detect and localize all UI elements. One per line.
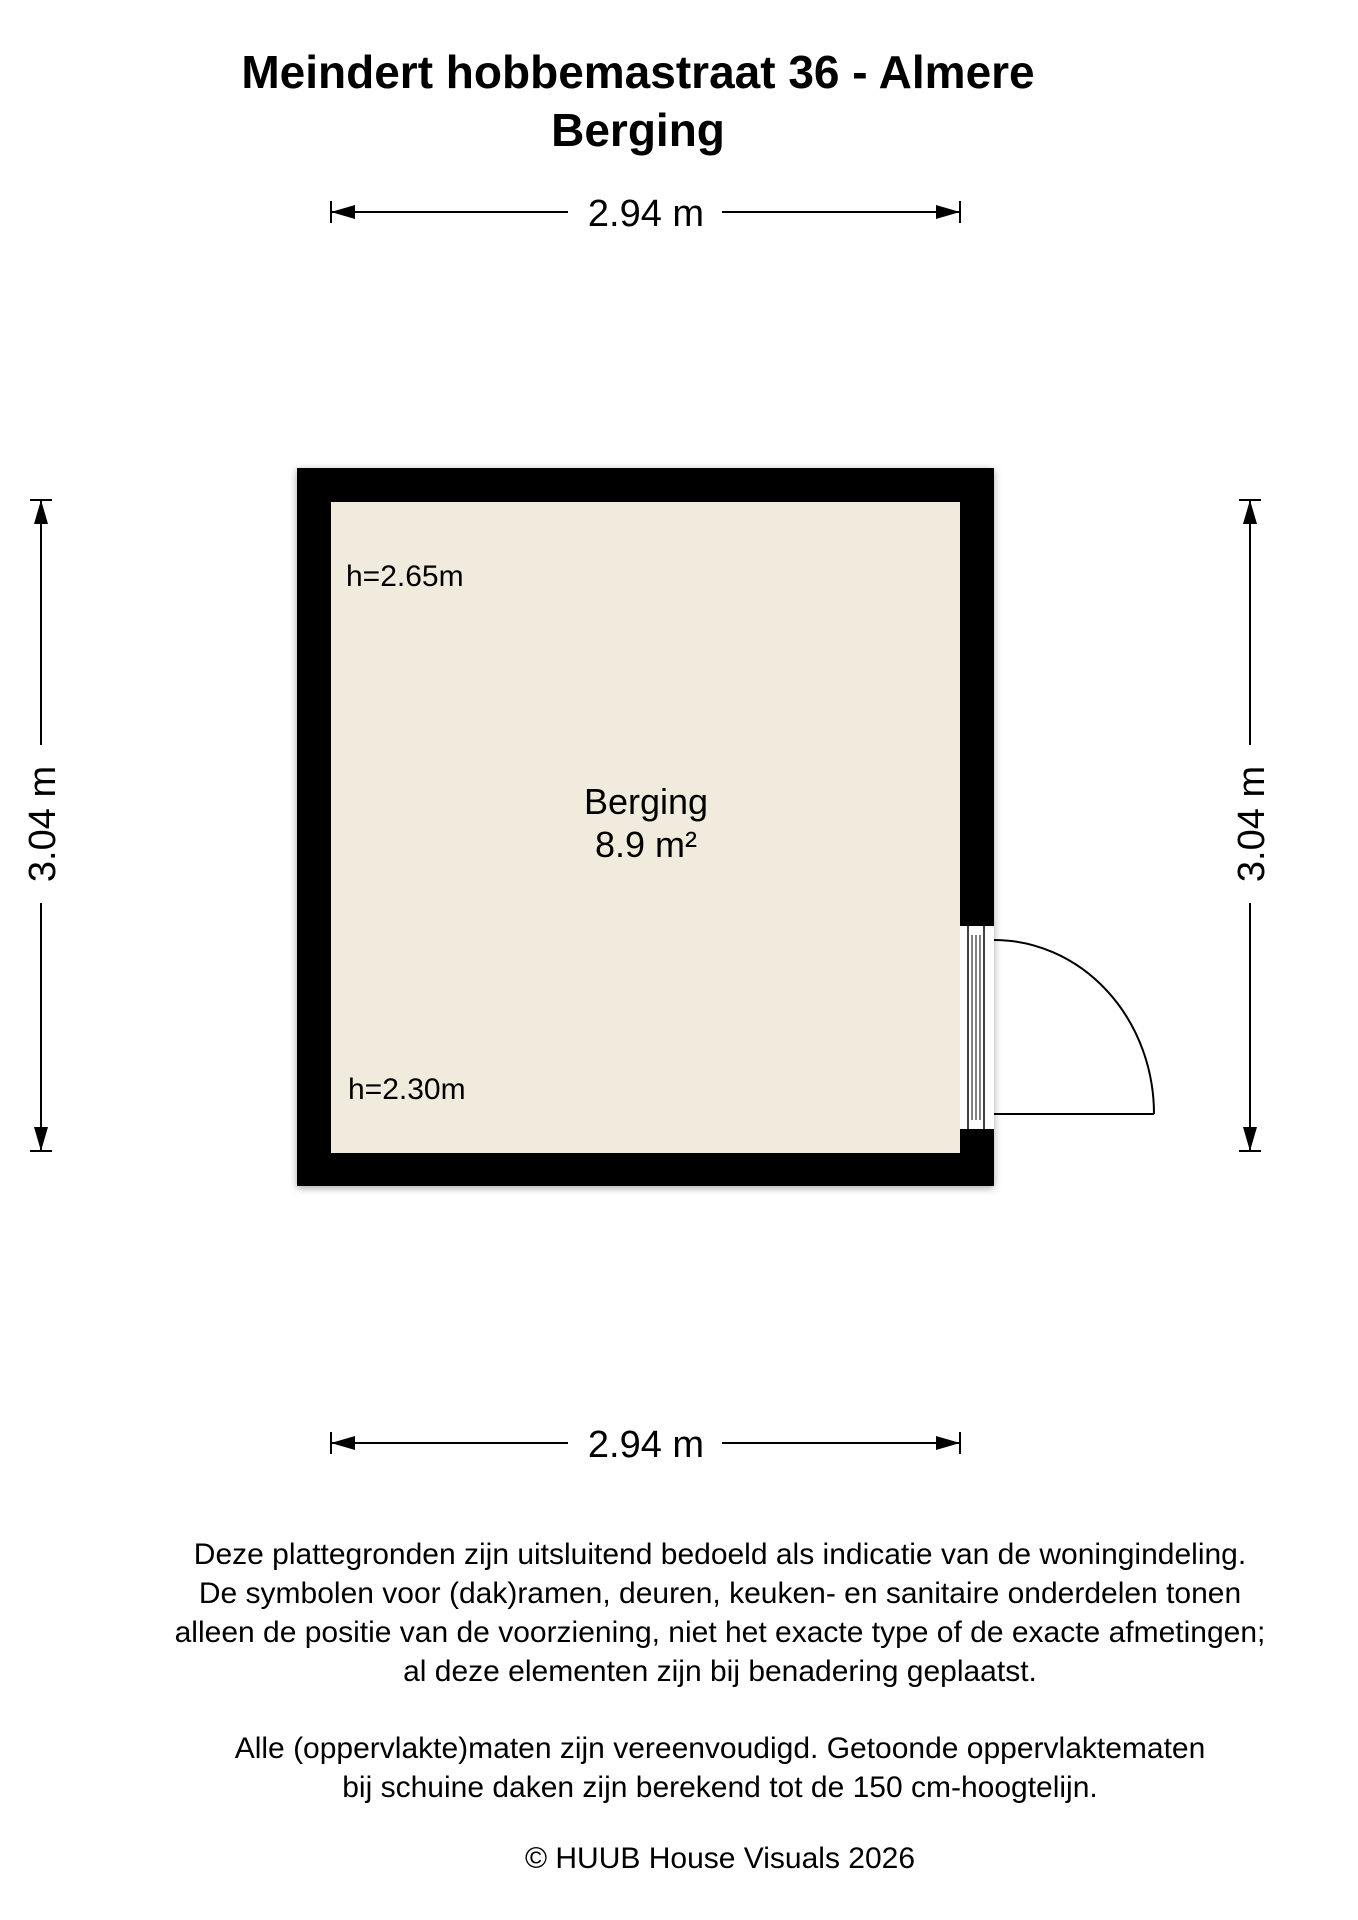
disclaimer-line: De symbolen voor (dak)ramen, deuren, keuken- en sanitaire onderdelen tonen [198, 1577, 1242, 1610]
disclaimer-line: al deze elementen zijn bij benadering geplaatst. [403, 1655, 1037, 1688]
disclaimer-line: bij schuine daken zijn berekend tot de 150 cm-hoogtelijn. [342, 1771, 1098, 1804]
room-area: 8.9 m² [594, 824, 698, 865]
dimension-left-label: 3.04 m [22, 765, 64, 883]
dimension-left-depth [22, 500, 64, 1151]
copyright: © HUUB House Visuals 2026 [524, 1842, 916, 1875]
disclaimer-line: alleen de positie van de voorziening, niet het exacte type of de exacte afmetingen; [174, 1616, 1266, 1649]
door [960, 925, 1154, 1130]
room-name: Berging [583, 781, 709, 822]
disclaimer [0, 1535, 1358, 1807]
door-swing-arc [994, 940, 1154, 1114]
dimension-right-depth [1231, 500, 1273, 1151]
dimension-bottom-width [331, 1424, 960, 1466]
ceiling-height-high: h=2.65m [346, 560, 464, 593]
plan-address-title: Meindert hobbemastraat 36 - Almere [241, 46, 1035, 98]
dimension-bottom-label: 2.94 m [587, 1424, 705, 1466]
floor-title: Berging [551, 104, 725, 156]
dimension-top-width [331, 193, 960, 235]
dimension-top-label: 2.94 m [587, 193, 705, 235]
disclaimer-line: Deze plattegronden zijn uitsluitend bedoeld als indicatie van de woningindeling. [193, 1538, 1247, 1571]
ceiling-height-low: h=2.30m [348, 1073, 466, 1106]
dimension-right-label: 3.04 m [1231, 765, 1273, 883]
disclaimer-line: Alle (oppervlakte)maten zijn vereenvoudigd. Getoonde oppervlaktematen [234, 1732, 1206, 1765]
